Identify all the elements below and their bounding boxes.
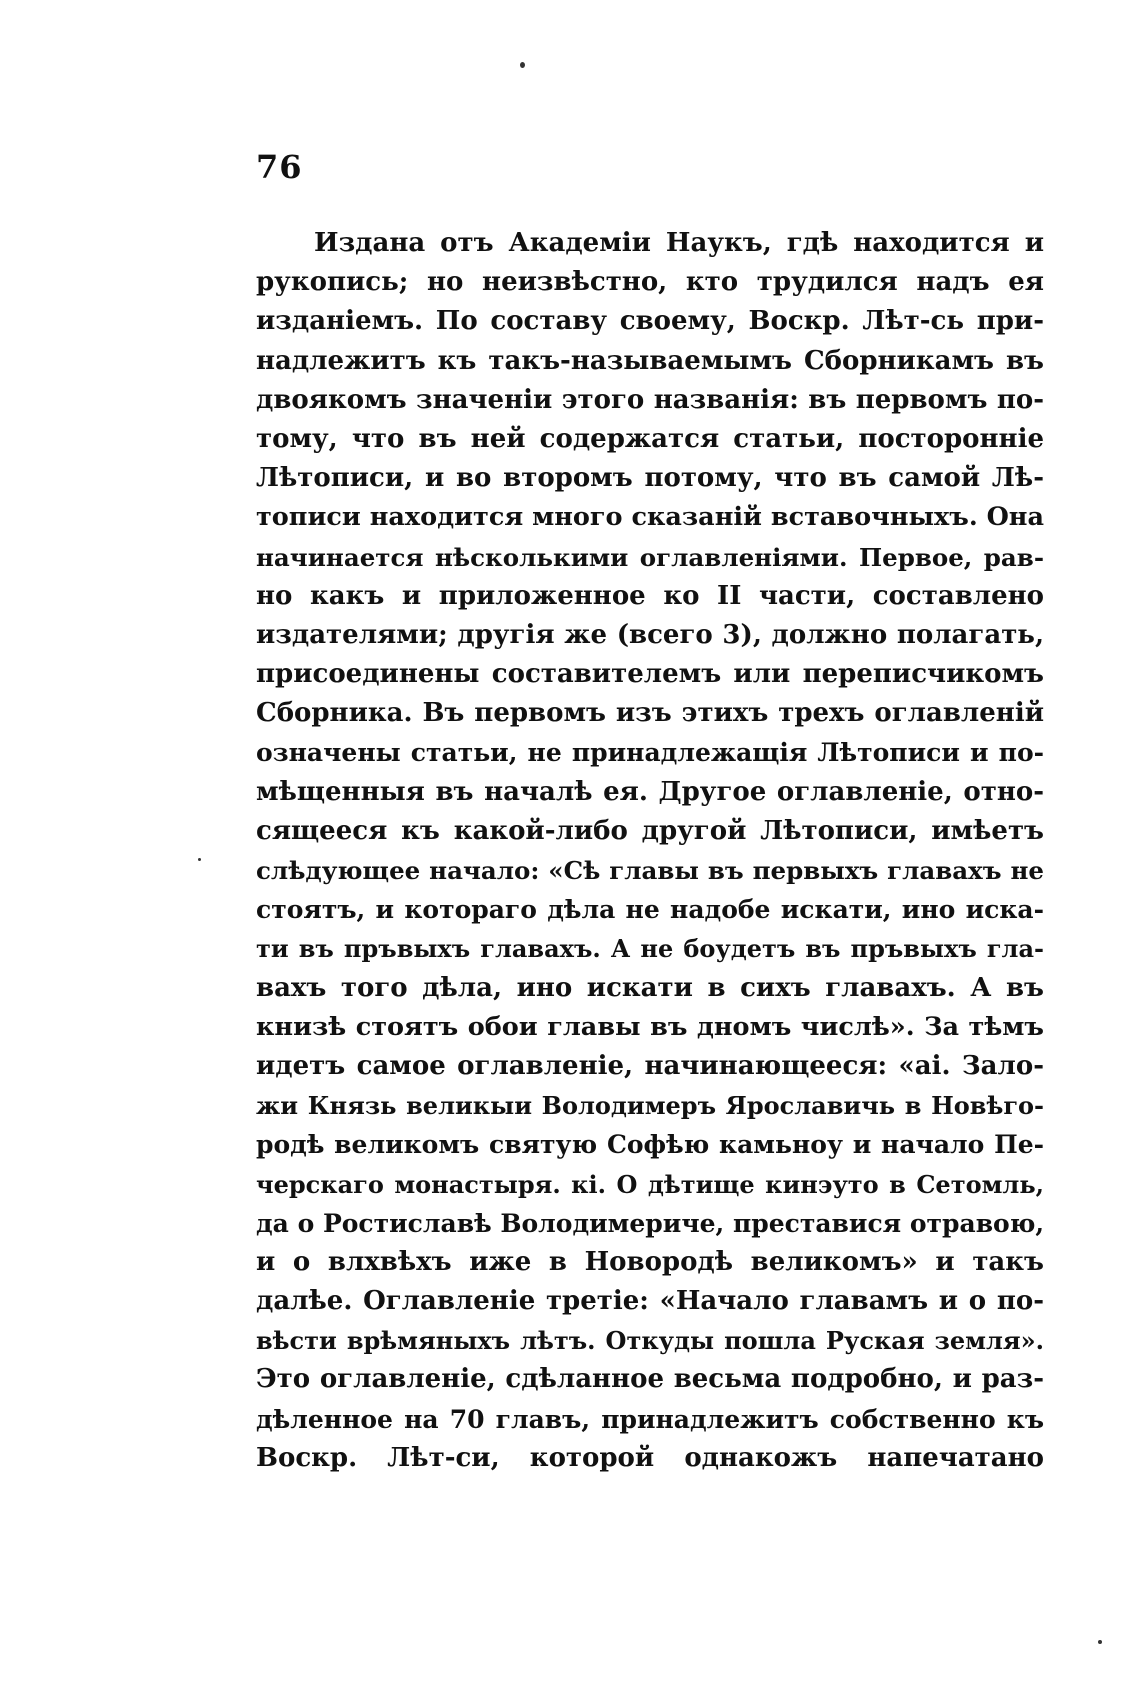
text-line: да о Ростиславѣ Володимериче, преставися отравою, [256, 1208, 1045, 1238]
text-line: двоякомъ значеніи этого названія: въ первомъ по- [256, 384, 1044, 415]
text-line: означены статьи, не принадлежащія Лѣтописи и по- [256, 738, 1044, 768]
text-line: мѣщенныя въ началѣ ея. Другое оглавленіе, отно- [256, 776, 1044, 807]
text-line: вѣсти врѣмяныхъ лѣтъ. Откуды пошла Руская земля». [256, 1326, 1044, 1356]
text-line: идетъ самое оглавленіе, начинающееся: «аі. Зало- [256, 1050, 1044, 1081]
page-number: 76 [256, 148, 303, 186]
text-line: родѣ великомъ святую Софѣю камьноу и начало Пе- [256, 1130, 1044, 1160]
scan-speck [1098, 1640, 1102, 1644]
text-line: изданіемъ. По составу своему, Воскр. Лѣт-сь при- [256, 306, 1044, 337]
text-line: Это оглавленіе, сдѣланное весьма подробно, и раз- [256, 1364, 1044, 1395]
text-line: Издана отъ Академіи Наукъ, гдѣ находится и [314, 228, 1044, 258]
scan-speck [520, 62, 525, 68]
text-line: жи Князь великыи Володимеръ Ярославичь в Новѣго- [256, 1091, 1044, 1121]
text-line: присоединены составителемъ или переписчикомъ [256, 659, 1044, 690]
text-line: черскаго монастыря. кі. О дѣтище кинэуто в Сетомль, [256, 1169, 1044, 1199]
text-line: но какъ и приложенное ко II части, составлено [256, 580, 1044, 611]
text-line: слѣдующее начало: «Сѣ главы въ первыхъ главахъ не [256, 856, 1044, 885]
text-line: дѣленное на 70 главъ, принадлежитъ собственно къ [256, 1404, 1044, 1434]
text-line: Лѣтописи, и во второмъ потому, что въ самой Лѣ- [256, 463, 1044, 494]
text-line: сящееся къ какой-либо другой Лѣтописи, имѣетъ [256, 815, 1044, 846]
scan-speck [198, 858, 201, 861]
text-line: рукопись; но неизвѣстно, кто трудился надъ ея [256, 267, 1044, 298]
text-line: стоятъ, и котораго дѣла не надобе искати, ино иска- [256, 895, 1044, 925]
text-line: издателями; другія же (всего 3), должно полагать, [256, 619, 1044, 650]
text-line: начинается нѣсколькими оглавленіями. Первое, рав- [256, 542, 1044, 572]
text-line: ти въ пръвыхъ главахъ. А не боудетъ въ пръвыхъ гла- [256, 934, 1044, 964]
text-line: вахъ того дѣла, ино искати в сихъ главахъ. А въ [256, 972, 1044, 1003]
text-line: тописи находится много сказаній вставочныхъ. Она [256, 502, 1044, 533]
text-line: далѣе. Оглавленіе третіе: «Начало главамъ и о по- [256, 1286, 1044, 1317]
text-line: Сборника. Въ первомъ изъ этихъ трехъ оглавленій [256, 698, 1044, 729]
text-line: тому, что въ ней содержатся статьи, посторонніе [256, 423, 1044, 454]
text-line: Воскр. Лѣт-си, которой однакожъ напечатано [256, 1442, 1044, 1473]
body-text [256, 224, 1044, 1478]
text-line: надлежитъ къ такъ-называемымъ Сборникамъ въ [256, 345, 1044, 376]
text-line: книзѣ стоятъ обои главы въ дномъ числѣ». За тѣмъ [256, 1011, 1044, 1042]
text-line: и о влхвѣхъ иже в Новородѣ великомъ» и такъ [256, 1246, 1044, 1277]
